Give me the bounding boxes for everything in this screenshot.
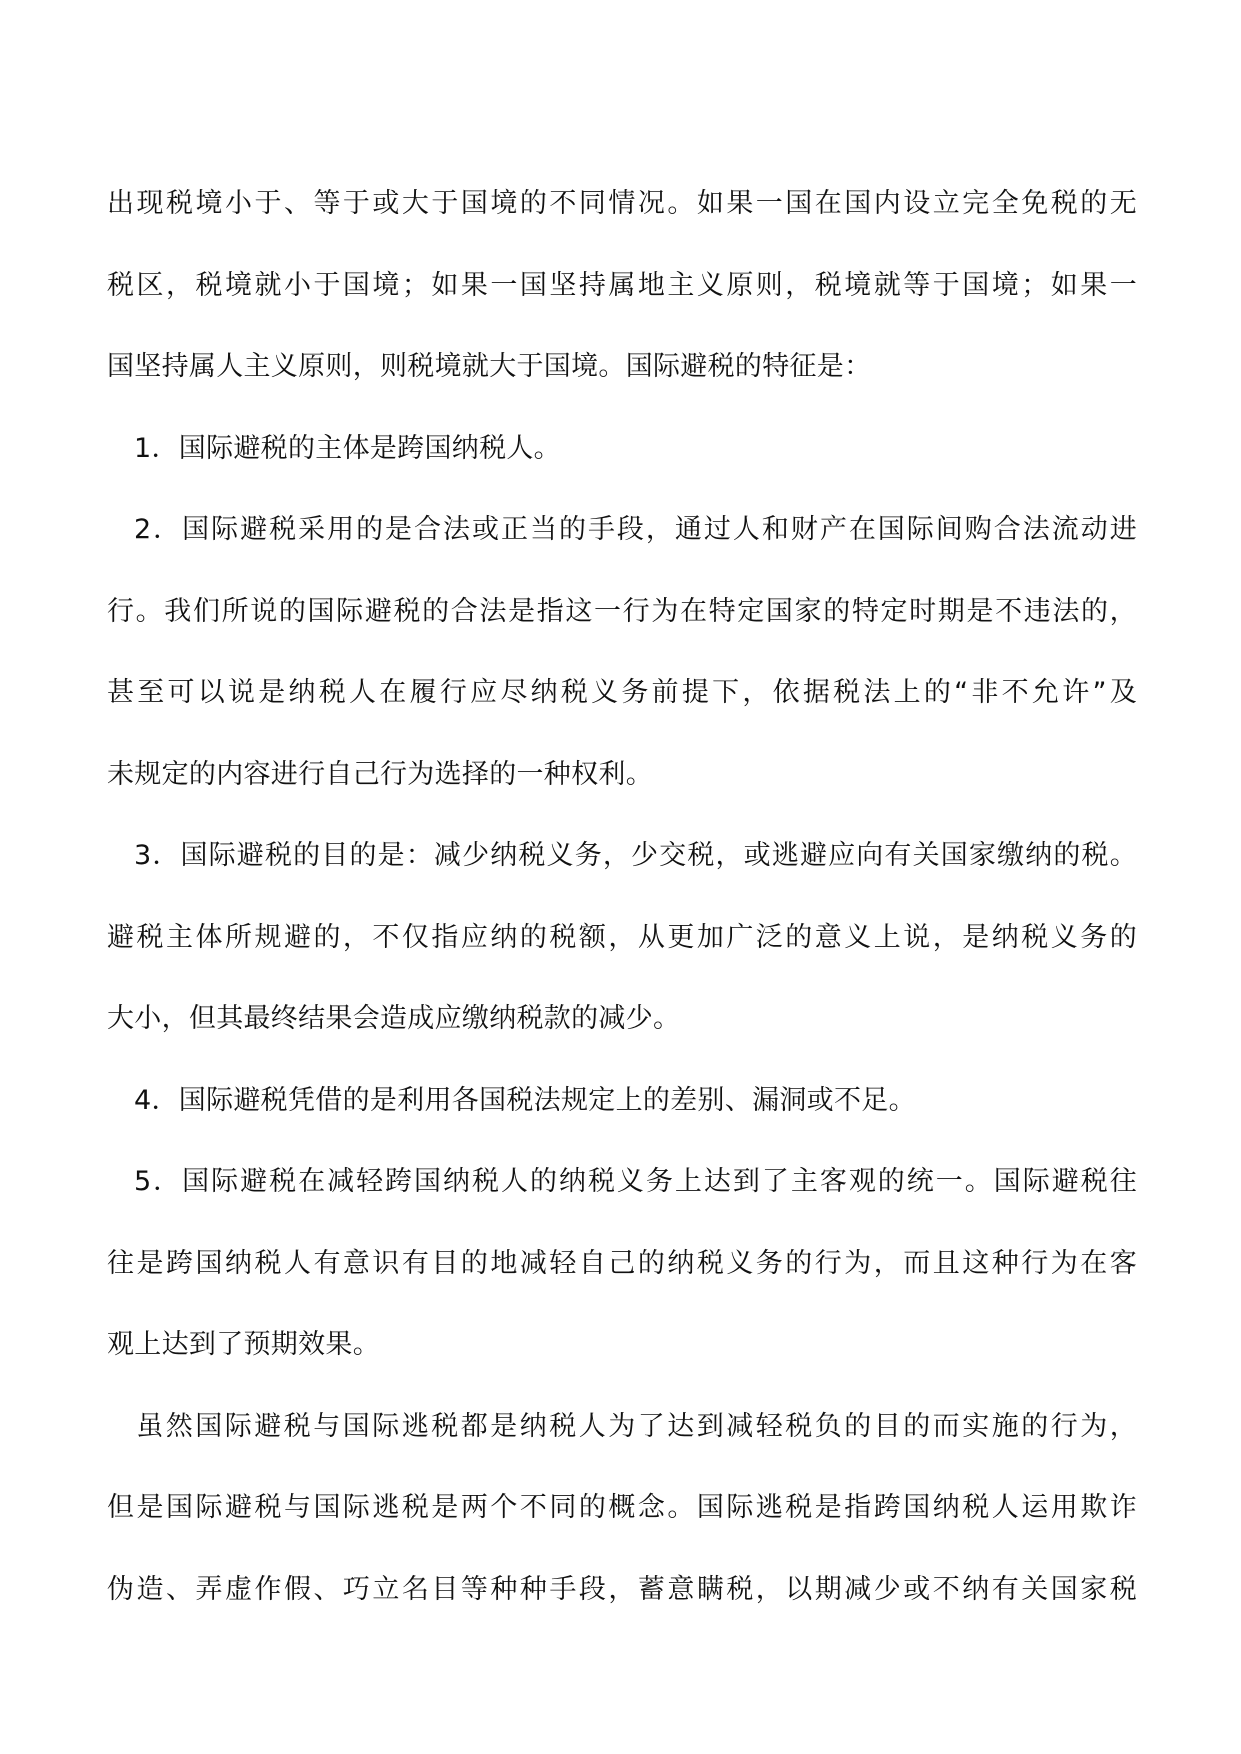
text-line	[107, 815, 1137, 897]
text-line	[107, 571, 1137, 653]
text-line-content: 3．国际避税的目的是：减少纳税义务，少交税，或逃避应向有关国家缴纳的税。	[134, 840, 1137, 871]
text-line-content: 出现税境小于、等于或大于国境的不同情况。如果一国在国内设立完全免税的无	[107, 188, 1137, 219]
text-line-content: 虽然国际避税与国际逃税都是纳税人为了达到减轻税负的目的而实施的行为，	[134, 1410, 1137, 1442]
text-line-content: 大小，但其最终结果会造成应缴纳税款的减少。	[107, 1003, 681, 1034]
text-line	[107, 1467, 1137, 1549]
text-line	[107, 1304, 1137, 1386]
text-line	[107, 326, 1137, 408]
text-line	[107, 1386, 1137, 1468]
text-line-content: 避税主体所规避的，不仅指应纳的税额，从更加广泛的意义上说，是纳税义务的	[107, 921, 1137, 953]
text-line-content: 1．国际避税的主体是跨国纳税人。	[134, 432, 561, 464]
text-line-content: 伪造、弄虚作假、巧立名目等种种手段，蓄意瞒税，以期减少或不纳有关国家税	[107, 1573, 1137, 1605]
text-line-content: 未规定的内容进行自己行为选择的一种权利。	[107, 758, 653, 790]
text-line	[107, 163, 1137, 245]
text-line	[107, 978, 1137, 1060]
text-line	[107, 1549, 1137, 1631]
text-line-content: 甚至可以说是纳税人在履行应尽纳税义务前提下，依据税法上的“非不允许”及	[107, 677, 1137, 708]
text-line-content: 观上达到了预期效果。	[107, 1329, 380, 1360]
text-line-content: 但是国际避税与国际逃税是两个不同的概念。国际逃税是指跨国纳税人运用欺诈	[107, 1492, 1137, 1523]
text-line	[107, 1141, 1137, 1223]
text-line	[107, 245, 1137, 327]
text-line-content: 国坚持属人主义原则，则税境就大于国境。国际避税的特征是：	[107, 351, 872, 382]
text-line-content: 税区，税境就小于国境；如果一国坚持属地主义原则，税境就等于国境；如果一	[107, 269, 1137, 301]
text-line	[107, 734, 1137, 816]
text-line-content: 行。我们所说的国际避税的合法是指这一行为在特定国家的特定时期是不违法的，	[107, 595, 1137, 627]
text-line	[107, 1223, 1137, 1305]
text-line	[107, 408, 1137, 490]
text-line-content: 2．国际避税采用的是合法或正当的手段，通过人和财产在国际间购合法流动进	[134, 514, 1137, 545]
text-line	[107, 652, 1137, 734]
text-line-content: 5．国际避税在减轻跨国纳税人的纳税义务上达到了主客观的统一。国际避税往	[134, 1166, 1137, 1197]
text-line	[107, 1060, 1137, 1142]
text-line	[107, 897, 1137, 979]
text-line-content: 4．国际避税凭借的是利用各国税法规定上的差别、漏洞或不足。	[134, 1084, 916, 1116]
text-line-content: 往是跨国纳税人有意识有目的地减轻自己的纳税义务的行为，而且这种行为在客	[107, 1247, 1137, 1279]
document-text	[107, 163, 1137, 1630]
text-line	[107, 489, 1137, 571]
